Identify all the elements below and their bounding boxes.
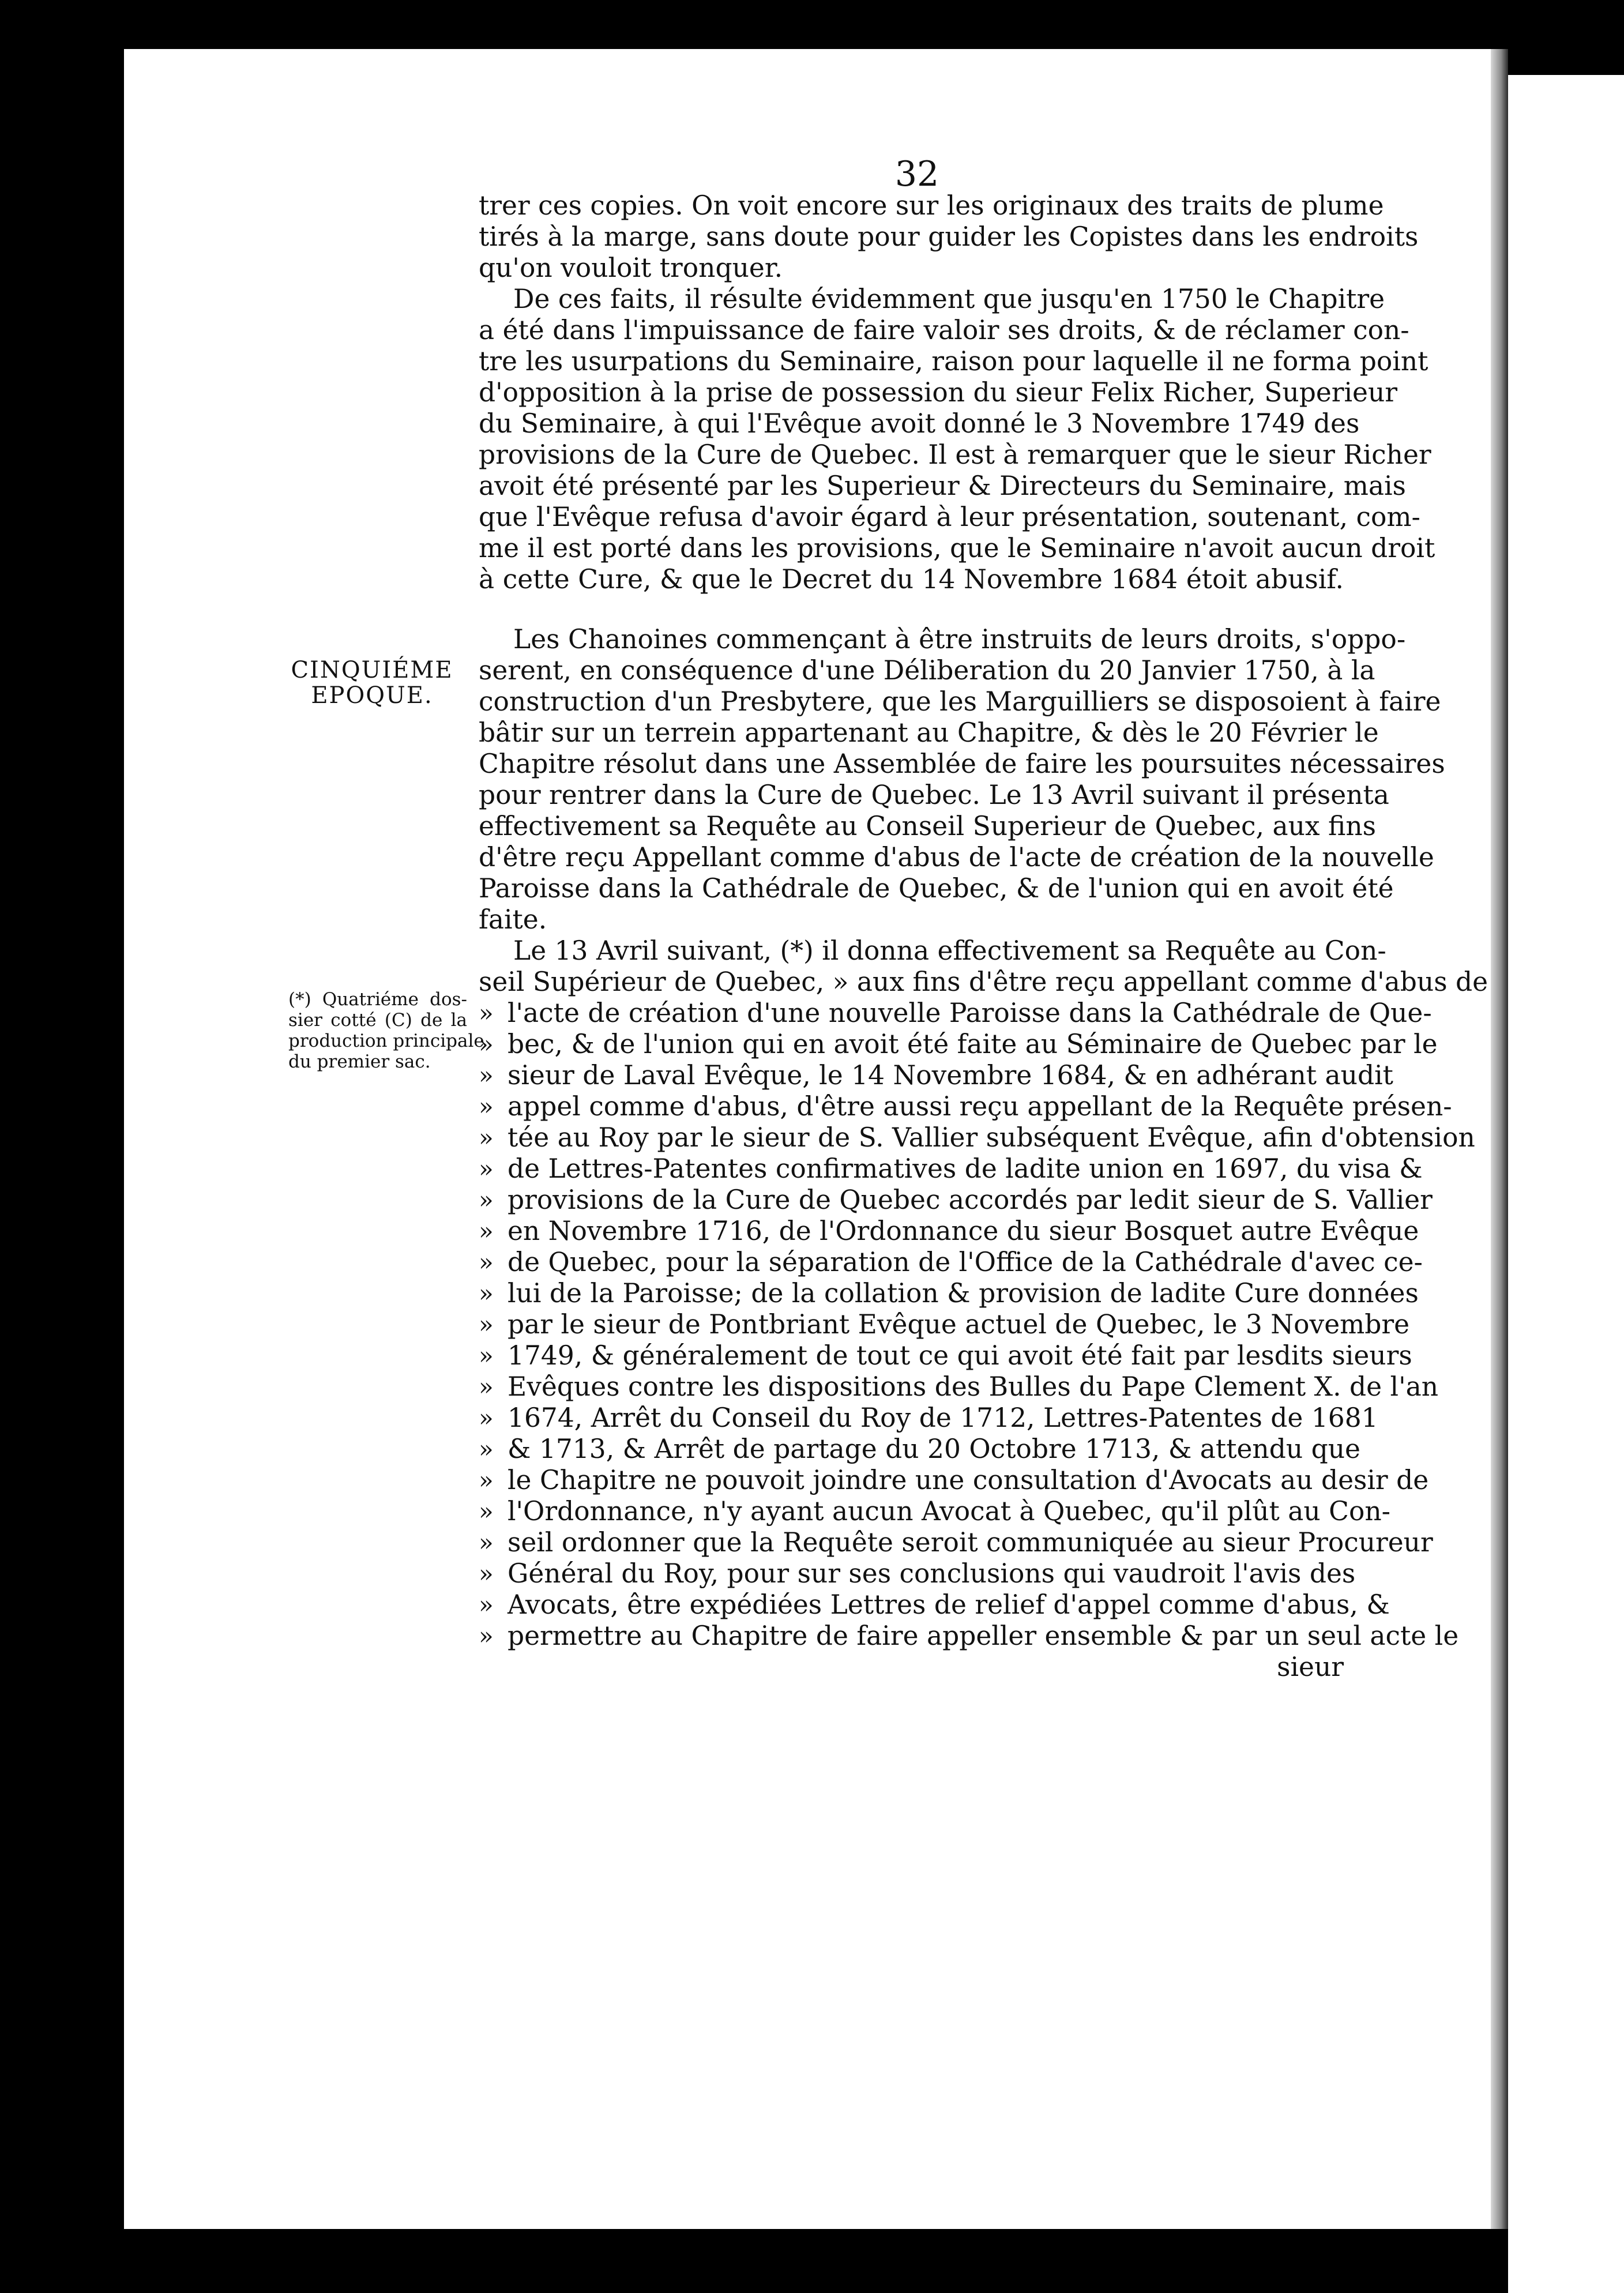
quoted-text-line xyxy=(479,1434,1360,1465)
quoted-passage xyxy=(479,998,1475,1652)
margin-note-line: (*) Quatriéme dos- xyxy=(288,989,467,1010)
quote-mark: » xyxy=(479,1559,494,1588)
text-line: Chapitre résolut dans une Assemblée de faire les poursuites nécessaires xyxy=(479,749,1445,779)
quote-mark: » xyxy=(479,999,494,1027)
quoted-text: 1674, Arrêt du Conseil du Roy de 1712, Lettres-Patentes de 1681 xyxy=(507,1403,1378,1433)
quote-mark: » xyxy=(479,1279,494,1307)
quote-mark: » xyxy=(479,1373,494,1401)
quote-mark: » xyxy=(479,1310,494,1339)
paragraph-2 xyxy=(479,284,1435,595)
paragraph-gap xyxy=(479,595,1344,624)
quote-mark: » xyxy=(479,1341,494,1370)
text-line: De ces faits, il résulte évidemment que jusqu'en 1750 le Chapitre xyxy=(513,284,1385,314)
quote-mark: » xyxy=(479,1497,494,1525)
margin-heading-line: CINQUIÉME xyxy=(291,657,453,683)
quoted-text: Evêques contre les dispositions des Bulles du Pape Clement X. de l'an xyxy=(507,1371,1439,1402)
text-line: Les Chanoines commençant à être instruits de leurs droits, s'oppo- xyxy=(513,624,1406,655)
margin-note-line: sier cotté (C) de la xyxy=(288,1010,467,1031)
quoted-text: permettre au Chapitre de faire appeller ensemble & par un seul acte le xyxy=(507,1621,1459,1651)
quoted-text: l'Ordonnance, n'y ayant aucun Avocat à Quebec, qu'il plût au Con- xyxy=(507,1496,1391,1527)
quoted-text: l'acte de création d'une nouvelle Paroisse dans la Cathédrale de Que- xyxy=(507,998,1432,1028)
text-line: effectivement sa Requête au Conseil Superieur de Quebec, aux fins xyxy=(479,811,1376,841)
quote-mark: » xyxy=(479,1248,494,1276)
quoted-text: seil ordonner que la Requête seroit communiquée au sieur Procureur xyxy=(507,1527,1433,1558)
quoted-text: Général du Roy, pour sur ses conclusions qui vaudroit l'avis des xyxy=(507,1558,1356,1589)
margin-heading-line: EPOQUE. xyxy=(311,682,433,709)
quoted-text: sieur de Laval Evêque, le 14 Novembre 1684, & en adhérant audit xyxy=(507,1060,1393,1091)
quote-mark: » xyxy=(479,1528,494,1557)
quote-mark: » xyxy=(479,1186,494,1214)
quote-mark: » xyxy=(479,1061,494,1089)
text-line: d'être reçu Appellant comme d'abus de l'acte de création de la nouvelle xyxy=(479,842,1434,873)
quoted-text: tée au Roy par le sieur de S. Vallier subséquent Evêque, afin d'obtension xyxy=(507,1122,1475,1153)
quote-mark: » xyxy=(479,1155,494,1183)
text-line: tre les usurpations du Seminaire, raison pour laquelle il ne forma point xyxy=(479,346,1428,377)
quoted-text: par le sieur de Pontbriant Evêque actuel de Quebec, le 3 Novembre xyxy=(507,1309,1410,1340)
quoted-text-line xyxy=(479,1465,1429,1496)
margin-note-line: production principale xyxy=(288,1031,484,1051)
page-fold-shadow xyxy=(1491,49,1508,2229)
quote-mark: » xyxy=(479,1030,494,1058)
text-line: à cette Cure, & que le Decret du 14 Novembre 1684 étoit abusif. xyxy=(479,564,1344,595)
quoted-text: en Novembre 1716, de l'Ordonnance du sieur Bosquet autre Evêque xyxy=(507,1216,1419,1246)
text-line: faite. xyxy=(479,904,547,935)
text-line: pour rentrer dans la Cure de Quebec. Le 13 Avril suivant il présenta xyxy=(479,780,1389,810)
text-line: a été dans l'impuissance de faire valoir ses droits, & de réclamer con- xyxy=(479,315,1409,345)
quote-mark: » xyxy=(479,1404,494,1432)
quote-mark: » xyxy=(479,1123,494,1152)
quoted-text-line xyxy=(479,998,1432,1029)
paragraph-1 xyxy=(479,190,1419,284)
quote-mark: » xyxy=(479,1591,494,1619)
text-line: me il est porté dans les provisions, que le Seminaire n'avoit aucun droit xyxy=(479,533,1435,563)
paragraph-4 xyxy=(479,935,1488,1683)
quoted-text-line xyxy=(479,1527,1433,1558)
text-line: trer ces copies. On voit encore sur les originaux des traits de plume xyxy=(479,190,1384,221)
quoted-text-line xyxy=(479,1403,1378,1434)
quoted-text-line xyxy=(479,1371,1439,1403)
quoted-text-line xyxy=(479,1621,1459,1652)
adjacent-page-edge xyxy=(1508,75,1624,2293)
quoted-text: 1749, & généralement de tout ce qui avoit été fait par lesdits sieurs xyxy=(507,1340,1412,1371)
text-line: que l'Evêque refusa d'avoir égard à leur présentation, soutenant, com- xyxy=(479,502,1420,532)
quoted-text: de Lettres-Patentes confirmatives de ladite union en 1697, du visa & xyxy=(507,1153,1423,1184)
margin-footnote xyxy=(288,989,484,1072)
quoted-text: & 1713, & Arrêt de partage du 20 Octobre 1713, & attendu que xyxy=(507,1434,1360,1464)
quoted-text: lui de la Paroisse; de la collation & provision de ladite Cure données xyxy=(507,1278,1419,1309)
quoted-text-line xyxy=(479,1185,1433,1216)
margin-section-heading xyxy=(283,657,461,708)
text-line: d'opposition à la prise de possession du sieur Felix Richer, Superieur xyxy=(479,377,1398,408)
quoted-text-line xyxy=(479,1029,1438,1060)
text-line: provisions de la Cure de Quebec. Il est à remarquer que le sieur Richer xyxy=(479,439,1431,470)
text-line: qu'on vouloit tronquer. xyxy=(479,253,783,283)
quote-mark: » xyxy=(479,1622,494,1650)
quoted-text-line xyxy=(479,1091,1452,1122)
catchword: sieur xyxy=(1277,1652,1344,1682)
quoted-text-line xyxy=(479,1122,1475,1153)
body-text xyxy=(479,190,1488,1683)
quoted-text-line xyxy=(479,1340,1412,1371)
text-line: seil Supérieur de Quebec, » aux fins d'être reçu appellant comme d'abus de xyxy=(479,967,1488,997)
quoted-text-line xyxy=(479,1309,1410,1340)
quoted-text-line xyxy=(479,1589,1390,1621)
quoted-text-line xyxy=(479,1247,1423,1278)
quoted-text: le Chapitre ne pouvoit joindre une consultation d'Avocats au desir de xyxy=(507,1465,1429,1495)
margin-note-line: du premier sac. xyxy=(288,1051,431,1072)
text-line: bâtir sur un terrein appartenant au Chapitre, & dès le 20 Février le xyxy=(479,717,1379,748)
text-line: Paroisse dans la Cathédrale de Quebec, & de l'union qui en avoit été xyxy=(479,873,1394,904)
quote-mark: » xyxy=(479,1435,494,1463)
quoted-text: de Quebec, pour la séparation de l'Office de la Cathédrale d'avec ce- xyxy=(507,1247,1423,1277)
text-line: avoit été présenté par les Superieur & Directeurs du Seminaire, mais xyxy=(479,471,1406,501)
quoted-text: Avocats, être expédiées Lettres de relief d'appel comme d'abus, & xyxy=(507,1589,1390,1620)
page-number: 32 xyxy=(894,154,939,194)
quoted-text: provisions de la Cure de Quebec accordés par ledit sieur de S. Vallier xyxy=(507,1185,1433,1215)
quote-mark: » xyxy=(479,1092,494,1121)
quoted-text: appel comme d'abus, d'être aussi reçu appellant de la Requête présen- xyxy=(507,1091,1452,1122)
quoted-text-line xyxy=(479,1278,1419,1309)
quoted-text-line xyxy=(479,1216,1419,1247)
text-line: Le 13 Avril suivant, (*) il donna effectivement sa Requête au Con- xyxy=(513,935,1386,966)
quoted-text-line xyxy=(479,1153,1423,1185)
paragraph-3 xyxy=(479,624,1445,935)
quoted-text-line xyxy=(479,1558,1356,1589)
text-line: serent, en conséquence d'une Déliberation du 20 Janvier 1750, à la xyxy=(479,655,1375,686)
quote-mark: » xyxy=(479,1217,494,1245)
text-line: tirés à la marge, sans doute pour guider les Copistes dans les endroits xyxy=(479,221,1419,252)
text-line: construction d'un Presbytere, que les Marguilliers se disposoient à faire xyxy=(479,686,1441,717)
text-line: du Seminaire, à qui l'Evêque avoit donné le 3 Novembre 1749 des xyxy=(479,408,1360,439)
quoted-text: bec, & de l'union qui en avoit été faite au Séminaire de Quebec par le xyxy=(507,1029,1438,1059)
quoted-text-line xyxy=(479,1496,1391,1527)
quoted-text-line xyxy=(479,1060,1393,1091)
quote-mark: » xyxy=(479,1466,494,1494)
